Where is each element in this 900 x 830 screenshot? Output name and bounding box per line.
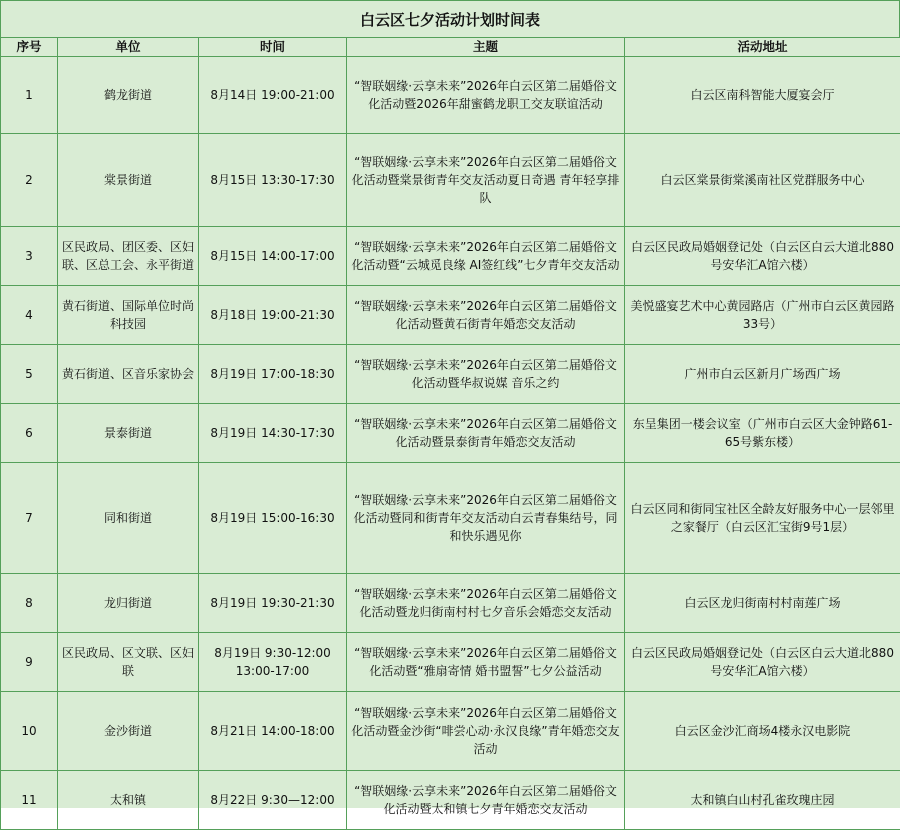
header-theme: 主题	[347, 38, 625, 57]
cell-address: 东呈集团一楼会议室（广州市白云区大金钟路61-65号紫东楼）	[625, 404, 900, 463]
cell-theme: “智联姻缘·云享未来”2026年白云区第二届婚俗文化活动暨龙归街南村村七夕音乐会婚恋交友活动	[347, 574, 625, 633]
header-unit: 单位	[58, 38, 199, 57]
table-row	[1, 345, 900, 404]
cell-theme: “智联姻缘·云享未来”2026年白云区第二届婚俗文化活动暨华叔说媒 音乐之约	[347, 345, 625, 404]
table-row	[1, 227, 900, 286]
cell-time: 8月19日 17:00-18:30	[199, 345, 347, 404]
table-row	[1, 463, 900, 574]
cell-address: 广州市白云区新月广场西广场	[625, 345, 900, 404]
cell-no: 8	[1, 574, 58, 633]
cell-theme: “智联姻缘·云享未来”2026年白云区第二届婚俗文化活动暨景泰街青年婚恋交友活动	[347, 404, 625, 463]
cell-address: 太和镇白山村孔雀玫瑰庄园	[625, 771, 900, 830]
cell-address: 白云区民政局婚姻登记处（白云区白云大道北880号安华汇A馆六楼）	[625, 633, 900, 692]
table-row	[1, 633, 900, 692]
table-row	[1, 286, 900, 345]
cell-no: 6	[1, 404, 58, 463]
table-row	[1, 57, 900, 134]
header-row	[1, 38, 900, 57]
cell-unit: 金沙街道	[58, 692, 199, 771]
header-address: 活动地址	[625, 38, 900, 57]
cell-time: 8月22日 9:30—12:00	[199, 771, 347, 830]
cell-no: 10	[1, 692, 58, 771]
cell-unit: 同和街道	[58, 463, 199, 574]
cell-address: 白云区棠景街棠溪南社区党群服务中心	[625, 134, 900, 227]
schedule-table	[0, 37, 900, 830]
cell-time: 8月15日 13:30-17:30	[199, 134, 347, 227]
cell-theme: “智联姻缘·云享未来”2026年白云区第二届婚俗文化活动暨“雅扇寄情 婚书盟誓”七夕公益活动	[347, 633, 625, 692]
cell-theme: “智联姻缘·云享未来”2026年白云区第二届婚俗文化活动暨太和镇七夕青年婚恋交友活动	[347, 771, 625, 830]
table-row	[1, 404, 900, 463]
cell-no: 11	[1, 771, 58, 830]
header-time: 时间	[199, 38, 347, 57]
cell-no: 5	[1, 345, 58, 404]
cell-unit: 黄石街道、国际单位时尚科技园	[58, 286, 199, 345]
table-row	[1, 574, 900, 633]
cell-no: 1	[1, 57, 58, 134]
header-no: 序号	[1, 38, 58, 57]
cell-unit: 鹤龙街道	[58, 57, 199, 134]
cell-address: 白云区南科智能大厦宴会厅	[625, 57, 900, 134]
cell-unit: 太和镇	[58, 771, 199, 830]
cell-address: 白云区金沙汇商场4楼永汉电影院	[625, 692, 900, 771]
cell-address: 白云区同和街同宝社区全龄友好服务中心一层邻里之家餐厅（白云区汇宝街9号1层）	[625, 463, 900, 574]
cell-theme: “智联姻缘·云享未来”2026年白云区第二届婚俗文化活动暨2026年甜蜜鹤龙职工交友联谊活动	[347, 57, 625, 134]
cell-theme: “智联姻缘·云享未来”2026年白云区第二届婚俗文化活动暨“云城觅良缘 AI签红线”七夕青年交友活动	[347, 227, 625, 286]
cell-time: 8月18日 19:00-21:30	[199, 286, 347, 345]
cell-no: 2	[1, 134, 58, 227]
cell-time: 8月15日 14:00-17:00	[199, 227, 347, 286]
cell-time: 8月14日 19:00-21:00	[199, 57, 347, 134]
cell-address: 白云区民政局婚姻登记处（白云区白云大道北880号安华汇A馆六楼）	[625, 227, 900, 286]
cell-address: 美悦盛宴艺术中心黄园路店（广州市白云区黄园路33号）	[625, 286, 900, 345]
cell-time: 8月19日 15:00-16:30	[199, 463, 347, 574]
cell-time: 8月19日 14:30-17:30	[199, 404, 347, 463]
cell-theme: “智联姻缘·云享未来”2026年白云区第二届婚俗文化活动暨黄石街青年婚恋交友活动	[347, 286, 625, 345]
cell-no: 3	[1, 227, 58, 286]
cell-no: 7	[1, 463, 58, 574]
cell-unit: 龙归街道	[58, 574, 199, 633]
cell-no: 9	[1, 633, 58, 692]
table-row	[1, 771, 900, 830]
table-row	[1, 692, 900, 771]
cell-unit: 棠景街道	[58, 134, 199, 227]
cell-time: 8月21日 14:00-18:00	[199, 692, 347, 771]
cell-time: 8月19日 9:30-12:00 13:00-17:00	[199, 633, 347, 692]
cell-theme: “智联姻缘·云享未来”2026年白云区第二届婚俗文化活动暨棠景街青年交友活动夏日奇遇 青年轻享排队	[347, 134, 625, 227]
table-title: 白云区七夕活动计划时间表	[0, 0, 900, 37]
table-row	[1, 134, 900, 227]
cell-unit: 黄石街道、区音乐家协会	[58, 345, 199, 404]
cell-no: 4	[1, 286, 58, 345]
cell-address: 白云区龙归街南村村南莲广场	[625, 574, 900, 633]
cell-unit: 区民政局、团区委、区妇联、区总工会、永平街道	[58, 227, 199, 286]
cell-theme: “智联姻缘·云享未来”2026年白云区第二届婚俗文化活动暨金沙街“啡尝心动·永汉良缘”青年婚恋交友活动	[347, 692, 625, 771]
cell-theme: “智联姻缘·云享未来”2026年白云区第二届婚俗文化活动暨同和街青年交友活动白云青春集结号，同和快乐遇见你	[347, 463, 625, 574]
cell-time: 8月19日 19:30-21:30	[199, 574, 347, 633]
cell-unit: 区民政局、区文联、区妇联	[58, 633, 199, 692]
cell-unit: 景泰街道	[58, 404, 199, 463]
